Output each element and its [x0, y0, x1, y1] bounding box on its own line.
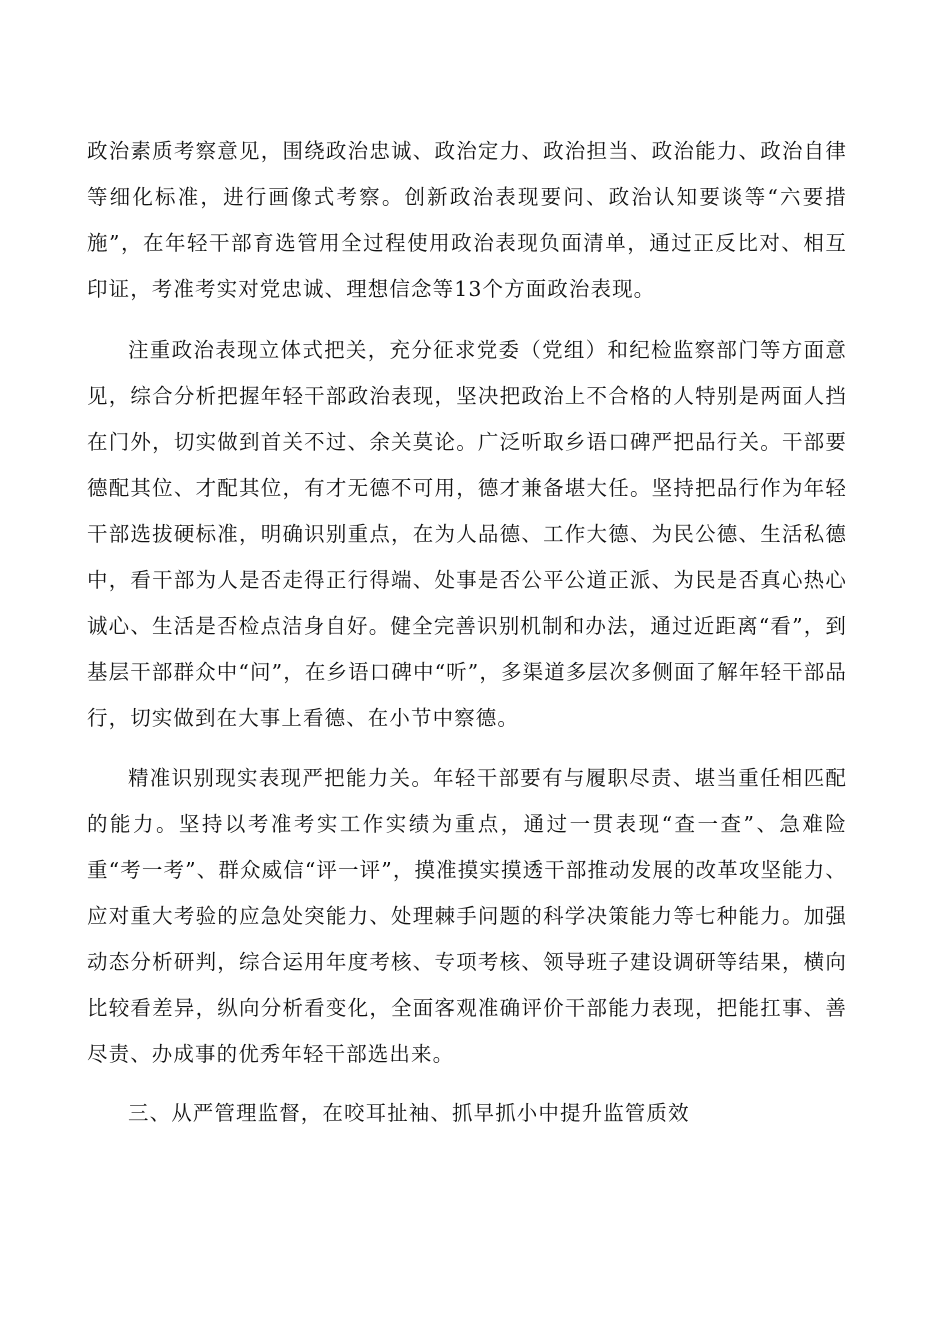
section-heading-three: 三、从严管理监督，在咬耳扯袖、抓早抓小中提升监管质效 — [128, 1101, 690, 1125]
paragraph-political-quality: 政治素质考察意见，围绕政治忠诚、政治定力、政治担当、政治能力、政治自律等细化标准，进行画像式考察。创新政治表现要问、政治认知要谈等“六要措施”，在年轻干部育选管用全过程使用政治表现负面清单，通过正反比对、相互印证，考准考实对党忠诚、理想信念等13个方面政治表现。 — [87, 139, 847, 301]
paragraph-ability-check: 精准识别现实表现严把能力关。年轻干部要有与履职尽责、堪当重任相匹配的能力。坚持以考准考实工作实绩为重点，通过一贯表现“查一查”、急难险重“考一考”、群众威信“评一评”，摸准摸实摸透干部推动发展的改革攻坚能力、应对重大考验的应急处突能力、处理棘手问题的科学决策能力等七种能力。加强动态分析研判，综合运用年度考核、专项考核、领导班子建设调研等结果，横向比较看差异，纵向分析看变化，全面客观准确评价干部能力表现，把能扛事、善尽责、办成事的优秀年轻干部选出来。 — [87, 766, 847, 1066]
document-body — [87, 128, 847, 1136]
paragraph-political-check: 注重政治表现立体式把关，充分征求党委（党组）和纪检监察部门等方面意见，综合分析把握年轻干部政治表现，坚决把政治上不合格的人特别是两面人挡在门外，切实做到首关不过、余关莫论。广泛听取乡语口碑严把品行关。干部要德配其位、才配其位，有才无德不可用，德才兼备堪大任。坚持把品行作为年轻干部选拔硬标准，明确识别重点，在为人品德、工作大德、为民公德、生活私德中，看干部为人是否走得正行得端、处事是否公平公道正派、为民是否真心热心诚心、生活是否检点洁身自好。健全完善识别机制和办法，通过近距离“看”，到基层干部群众中“问”，在乡语口碑中“听”，多渠道多层次多侧面了解年轻干部品行，切实做到在大事上看德、在小节中察德。 — [87, 338, 847, 730]
